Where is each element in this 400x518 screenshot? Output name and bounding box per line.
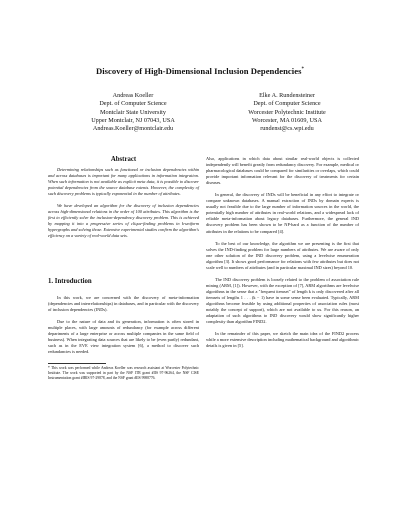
- author-name: Andreas Koeller: [112, 92, 154, 99]
- author-affiliation: Montclair State University: [100, 108, 166, 116]
- left-column: [48, 156, 199, 381]
- author-name: Elke A. Rundensteiner: [259, 92, 315, 99]
- author-block-1: [58, 92, 208, 133]
- body-paragraph: Also, applications in which data about similar real-world objects is collected independently will benefit greatly from redundancy discovery. For example, medical or pharmacological databases could be compared for similarities or overlaps, which could provide important information relevant for the discovery of treatments for certain diseases.: [206, 156, 359, 186]
- author-email: Andreas.Koeller@montclair.edu: [92, 125, 174, 133]
- title-footnote-mark: *: [301, 67, 305, 73]
- footnote: * This work was performed while Andreas Koeller was research assistant at Worcester Polytechnic Institute. The work was supported in part by the NSF ITR grant #IIS 97-96264, the NSF CISE Instrumentation grant #IRIS 97-29878, and the NSF grant #IIS 9988776.: [48, 365, 199, 380]
- abstract-paragraph: Determining relationships such as functional or inclusion dependencies within and across databases is important for many applications in information integration. When such information is not available as explicit meta data, it is possible to discover potential dependencies from the source database extents. However, the complexity of such discovery problems is typically exponential in the number of attributes.: [48, 167, 199, 197]
- author-dept: Dept. of Computer Science: [99, 100, 167, 108]
- introduction-heading: 1. Introduction: [48, 277, 92, 285]
- abstract-heading: Abstract: [110, 156, 137, 163]
- author-location: Worcester, MA 01609, USA: [252, 116, 322, 124]
- body-paragraph: In this work, we are concerned with the discovery of meta-information (dependencies and interrelationships) in databases, and in particular with the discovery of inclusion dependencies (INDs).: [48, 294, 199, 312]
- abstract-paragraph: We have developed an algorithm for the discovery of inclusion dependencies across high-dimensional relations in the order of 100 attributes. This algorithm is the first to efficiently solve the inclusion-dependency discovery problem. This is achieved by mapping it into a progressive series of clique-finding problems in k-uniform hypergraphs and solving those. Extensive experimental studies confirm the algorithm's efficiency on a variety of real-world data sets.: [48, 203, 199, 239]
- author-location: Upper Montclair, NJ 07043, USA: [91, 116, 175, 124]
- title-text: Discovery of High-Dimensional Inclusion Dependencies: [95, 66, 302, 76]
- right-column: [206, 156, 359, 349]
- body-paragraph: In the remainder of this paper, we sketch the main idea of the FIND2 process while a more extensive description including mathematical background and algorithmic details is given in [5].: [206, 331, 359, 349]
- author-email: rundenst@cs.wpi.edu: [260, 125, 314, 133]
- paper-title: [0, 66, 400, 76]
- body-paragraph: The IND discovery problem is loosely related to the problem of association rule mining (ARM, [1]). However, with the exception of [7], ARM algorithms are levelwise algorithms in the sense that a "frequent itemset" of length k is only discovered after all itemsets of lengths 1 . . . (k − 1) have in some sense been evaluated. Typically, ARM algorithms become feasible by using additional properties of association rules (most notably the concept of support), which are not available to us. For this reason, an adaptation of such algorithms to IND discovery would show significantly higher complexity than algorithm FIND2.: [206, 276, 359, 325]
- body-paragraph: Due to the nature of data and its generation, information is often stored in multiple places, with large amounts of redundancy (for example across different departments of a large enterprise or across multiple companies in the same field of business). When integrating data sources that are likely to be (even partly) redundant, such as in the EVE view integration system [6], a method to discover such redundancies is needed.: [48, 318, 199, 354]
- footnote-rule: [48, 363, 106, 364]
- body-paragraph: In general, the discovery of INDs will be beneficial in any effort to integrate or compare unknown databases. A manual extraction of INDs by domain experts is usually not feasible due to the large number of information sources in the world, the potentially high number of attributes in real-world relations, and a widespread lack of reliable meta-information about legacy databases. Furthermore, the general IND discovery problem has been shown to be NP-hard as a function of the number of attributes in the relations to be compared [4].: [206, 192, 359, 234]
- author-affiliation: Worcester Polytechnic Institute: [248, 108, 326, 116]
- author-block-2: [212, 92, 362, 133]
- author-dept: Dept. of Computer Science: [253, 100, 321, 108]
- body-paragraph: To the best of our knowledge, the algorithm we are presenting is the first that solves the IND-finding problem for large numbers of attributes. We are aware of only one other solution of the IND discovery problem, using a levelwise enumeration algorithm [3]. It shows good performance for relations with few attributes but does not scale well to numbers of attributes (and in particular maximal IND sizes) beyond 10.: [206, 240, 359, 270]
